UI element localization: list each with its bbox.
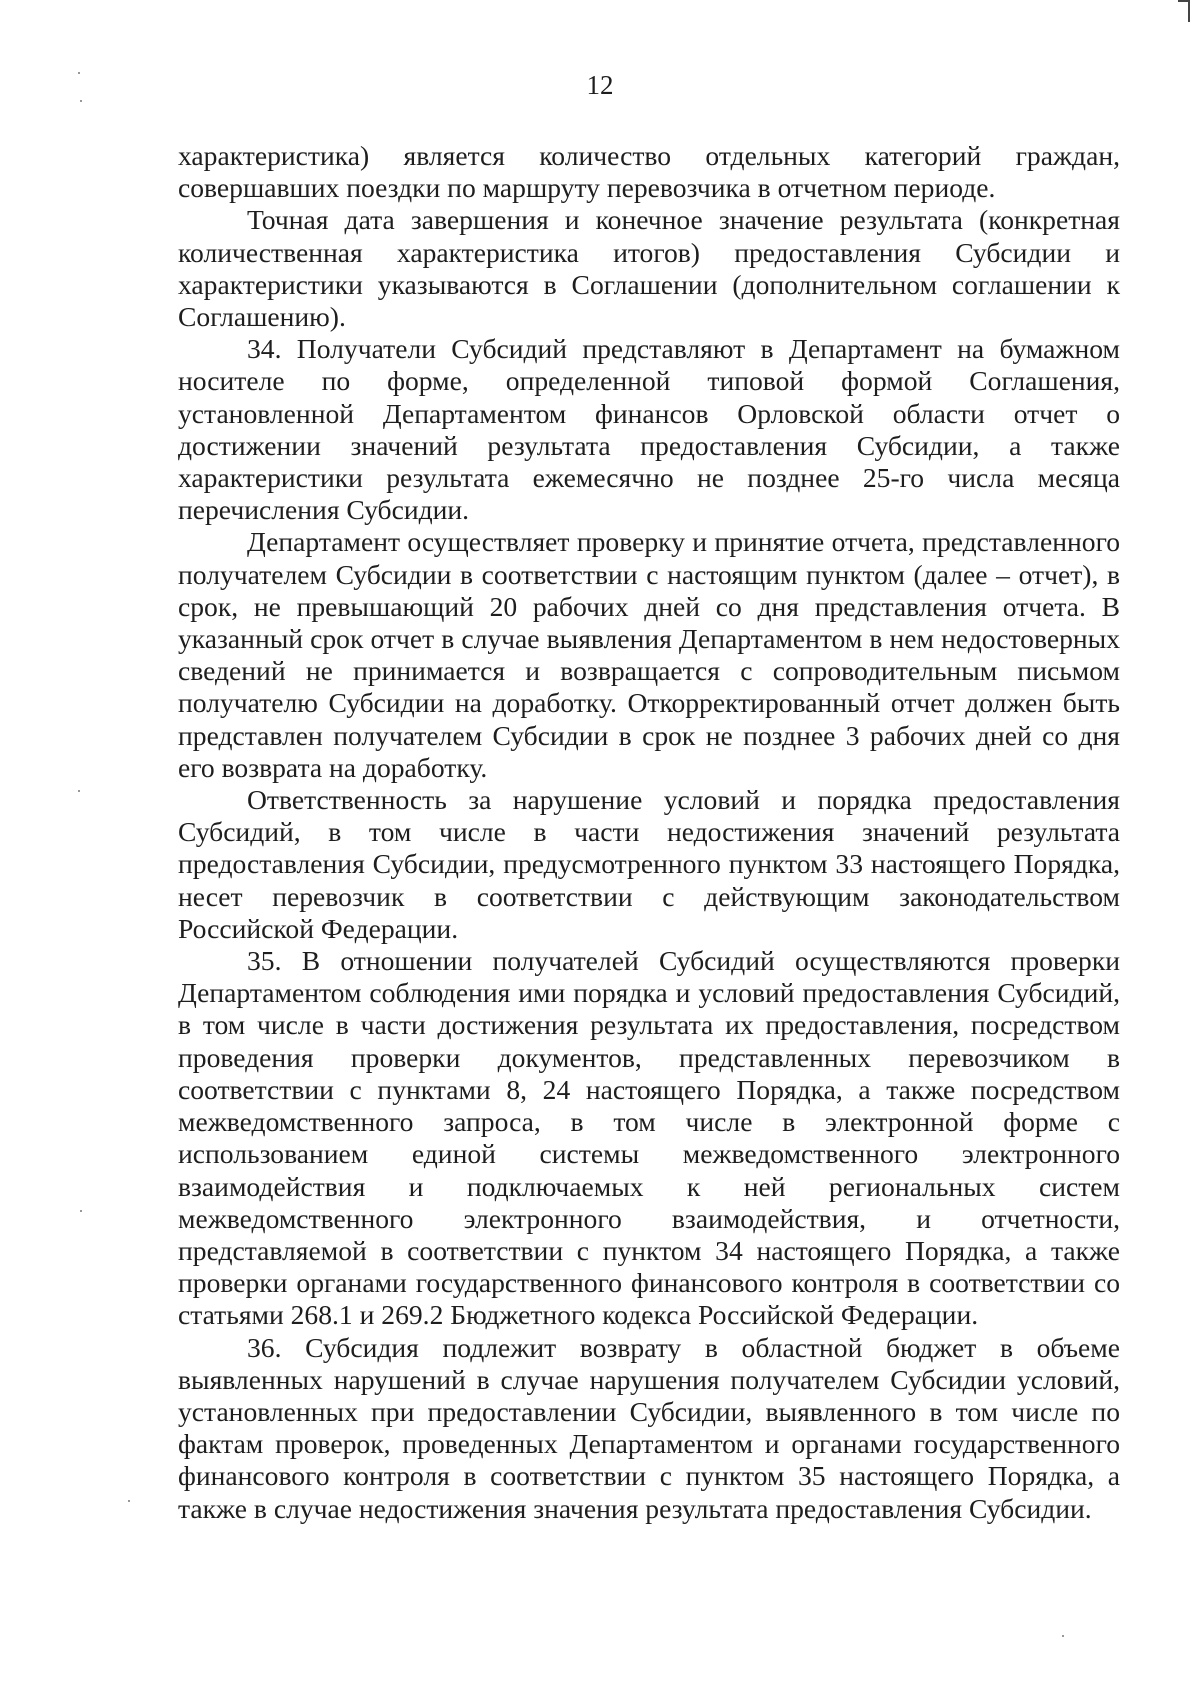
scan-speck [128,1500,130,1502]
scan-speck [80,100,82,102]
paragraph: Ответственность за нарушение условий и порядка предоставления Субсидий, в том числе в части недостижения значений результата предоставления Субсидии, предусмотренного пунктом 33 настоящего Порядка, несет перевозчик в соответствии с действующим законодательством Российской Федерации. [178,784,1120,944]
document-body [178,140,1120,1525]
paragraph-item-34: 34. Получатели Субсидий представляют в Департамент на бумажном носителе по форме, определенной типовой формой Соглашения, установленной Департаментом финансов Орловской области отчет о достижении значений результата предоставления Субсидии, а также характеристики результата ежемесячно не позднее 25-го числа месяца перечисления Субсидии. [178,333,1120,526]
scan-speck [80,1210,82,1212]
paragraph-item-36: 36. Субсидия подлежит возврату в областной бюджет в объеме выявленных нарушений в случае нарушения получателем Субсидии условий, установленных при предоставлении Субсидии, выявленного в том числе по фактам проверок, проведенных Департаментом и органами государственного финансового контроля в соответствии с пунктом 35 настоящего Порядка, а также в случае недостижения значения результата предоставления Субсидии. [178,1331,1120,1524]
paragraph: Департамент осуществляет проверку и принятие отчета, представленного получателем Субсидии в соответствии с настоящим пунктом (далее – отчет), в срок, не превышающий 20 рабочих дней со дня представления отчета. В указанный срок отчет в случае выявления Департаментом в нем недостоверных сведений не принимается и возвращается с сопроводительным письмом получателю Субсидии на доработку. Откорректированный отчет должен быть представлен получателем Субсидии в срок не позднее 3 рабочих дней со дня его возврата на доработку. [178,526,1120,783]
paragraph: характеристика) является количество отдельных категорий граждан, совершавших поездки по маршруту перевозчика в отчетном периоде. [178,140,1120,204]
scan-speck [78,790,80,792]
scan-speck [1062,1635,1064,1637]
scan-corner-mark [1178,0,1190,22]
paragraph-item-35: 35. В отношении получателей Субсидий осуществляются проверки Департаментом соблюдения ими порядка и условий предоставления Субсидий, в том числе в части достижения результата их предоставления, посредством проведения проверки документов, представленных перевозчиком в соответствии с пунктами 8, 24 настоящего Порядка, а также посредством межведомственного запроса, в том числе в электронной форме с использованием единой системы межведомственного электронного взаимодействия и подключаемых к ней региональных систем межведомственного электронного взаимодействия, и отчетности, представляемой в соответствии с пунктом 34 настоящего Порядка, а также проверки органами государственного финансового контроля в соответствии со статьями 268.1 и 269.2 Бюджетного кодекса Российской Федерации. [178,945,1120,1331]
paragraph: Точная дата завершения и конечное значение результата (конкретная количественная характеристика итогов) предоставления Субсидии и характеристики указываются в Соглашении (дополнительном соглашении к Соглашению). [178,204,1120,333]
page-number: 12 [586,70,614,100]
